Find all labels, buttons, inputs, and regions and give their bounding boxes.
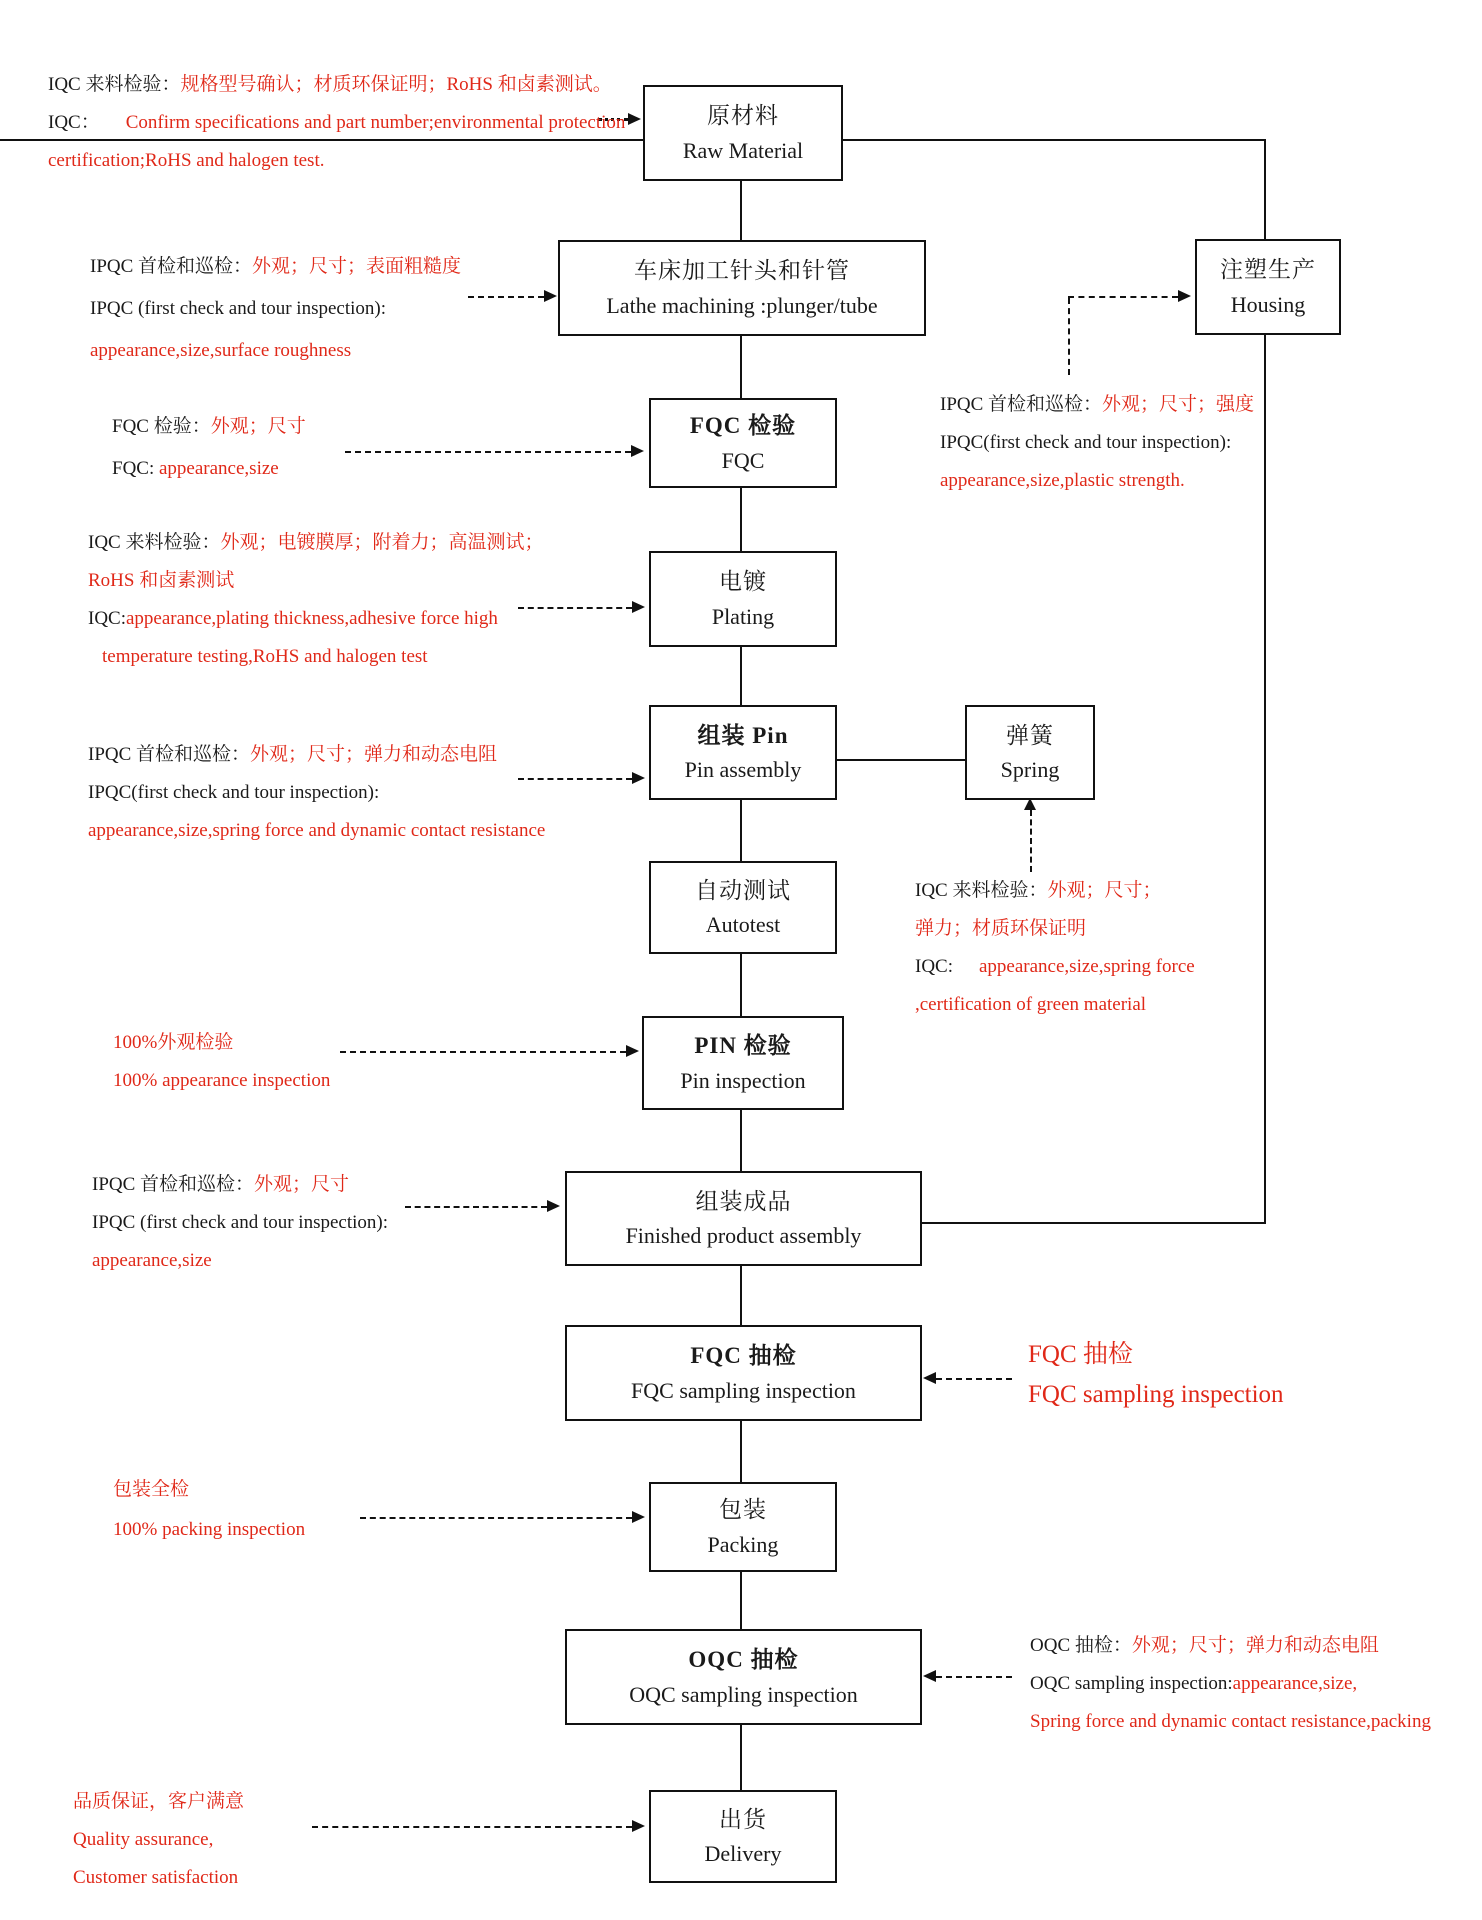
node-pin-inspection-en: Pin inspection	[680, 1067, 806, 1093]
node-finished-assembly	[565, 1171, 922, 1266]
node-spring-en: Spring	[1000, 757, 1060, 783]
node-pin-assembly-zh: 组装 Pin	[697, 722, 789, 748]
annotation-packing: 包装全检 100% packing inspection	[113, 1479, 306, 1540]
connector-housing-long	[1264, 331, 1266, 1224]
node-lathe-zh: 车床加工针头和针管	[634, 258, 850, 284]
node-delivery-en: Delivery	[704, 1841, 782, 1867]
annotation-oqc: OQC 抽检：外观；尺寸；弹力和动态电阻 OQC sampling inspection:appearance,size, Spring force and dynamic contact resistance,packing	[1030, 1635, 1431, 1732]
node-pin-assembly	[649, 705, 837, 800]
annotation-iqc-plating: IQC 来料检验：外观；电镀膜厚；附着力；高温测试； RoHS 和卤素测试 IQC:appearance,plating thickness,adhesive force high temperature testing,RoHS and halogen test	[88, 532, 544, 667]
connector-housing-in	[1264, 139, 1266, 239]
node-lathe	[558, 240, 926, 336]
arrow-oqc	[936, 1676, 1012, 1678]
connector-pin-autotest	[740, 796, 742, 861]
node-fqc-en: FQC	[721, 447, 765, 473]
arrow-delivery	[312, 1826, 632, 1828]
node-fqc-sampling	[565, 1325, 922, 1421]
node-pin-inspection-zh: PIN 检验	[694, 1033, 792, 1059]
arrow-ipqc-housing-v	[1068, 298, 1070, 375]
node-oqc-sampling-en: OQC sampling inspection	[629, 1681, 858, 1707]
arrow-iqc-spring	[1030, 810, 1032, 872]
node-packing-en: Packing	[707, 1531, 779, 1557]
node-plating-zh: 电镀	[719, 569, 767, 595]
annotation-ipqc-lathe: IPQC 首检和巡检：外观；尺寸；表面粗糙度 IPQC (first check and tour inspection): appearance,size,surface roughness	[90, 256, 462, 361]
connector-fqc-plating	[740, 484, 742, 551]
node-raw-material-zh: 原材料	[707, 103, 779, 129]
connector-packing-oqc	[740, 1568, 742, 1629]
connector-finished-fqcsamp	[740, 1262, 742, 1325]
annotation-fqc-sampling: FQC 抽检 FQC sampling inspection	[1028, 1341, 1284, 1408]
arrow-pin-100	[340, 1051, 626, 1053]
node-oqc-sampling-zh: OQC 抽检	[688, 1647, 799, 1673]
node-raw-material-en: Raw Material	[682, 137, 804, 163]
connector-pin-spring	[833, 759, 965, 761]
arrow-fqc-check	[345, 451, 631, 453]
node-fqc	[649, 398, 837, 488]
annotation-iqc-raw: IQC 来料检验：规格型号确认；材质环保证明；RoHS 和卤素测试。 IQC： Confirm specifications and part number;environmental protection certification;RoHS and halogen test.	[48, 74, 626, 171]
node-delivery	[649, 1790, 837, 1883]
arrow-fqc-sampling	[936, 1378, 1012, 1380]
arrow-packing	[360, 1517, 632, 1519]
node-housing	[1195, 239, 1341, 335]
arrow-ipqc-lathe	[468, 296, 544, 298]
node-packing-zh: 包装	[719, 1497, 767, 1523]
connector-raw-lathe	[740, 177, 742, 240]
annotation-fqc-check: FQC 检验：外观；尺寸 FQC: appearance,size	[112, 416, 306, 479]
node-housing-zh: 注塑生产	[1220, 257, 1316, 283]
arrow-ipqc-finished	[405, 1206, 547, 1208]
node-autotest-en: Autotest	[705, 912, 781, 938]
arrow-ipqc-housing-h	[1068, 296, 1178, 298]
connector-raw-to-housing-h	[839, 139, 1266, 141]
node-spring-zh: 弹簧	[1006, 722, 1054, 748]
node-delivery-zh: 出货	[719, 1806, 767, 1832]
node-fqc-zh: FQC 检验	[689, 413, 797, 439]
node-raw-material	[643, 85, 843, 181]
node-finished-assembly-zh: 组装成品	[695, 1188, 792, 1214]
connector-autotest-pininsp	[740, 950, 742, 1016]
connector-oqc-delivery	[740, 1721, 742, 1790]
node-autotest-zh: 自动测试	[695, 877, 791, 903]
annotation-ipqc-pin: IPQC 首检和巡检：外观；尺寸；弹力和动态电阻 IPQC(first check and tour inspection): appearance,size,spring force and dynamic contact resistance	[88, 744, 546, 841]
node-plating-en: Plating	[711, 603, 775, 629]
node-housing-en: Housing	[1230, 291, 1306, 317]
connector-lathe-fqc	[740, 332, 742, 398]
connector-plating-pin	[740, 643, 742, 705]
node-pin-assembly-en: Pin assembly	[684, 757, 802, 783]
node-oqc-sampling	[565, 1629, 922, 1725]
node-lathe-en: Lathe machining :plunger/tube	[606, 292, 878, 318]
annotation-iqc-spring: IQC 来料检验：外观；尺寸； 弹力；材质环保证明 IQC: appearance,size,spring force ,certification of green material	[915, 880, 1195, 1015]
connector-fqcsamp-packing	[740, 1417, 742, 1482]
connector-housing-finished-h	[918, 1222, 1266, 1224]
node-autotest	[649, 861, 837, 954]
annotation-quality: 品质保证，客户满意 Quality assurance, Customer satisfaction	[73, 1791, 245, 1888]
connector-pininsp-finished	[740, 1106, 742, 1171]
node-packing	[649, 1482, 837, 1572]
node-finished-assembly-en: Finished product assembly	[625, 1223, 862, 1249]
annotation-ipqc-housing: IPQC 首检和巡检：外观；尺寸；强度 IPQC(first check and tour inspection): appearance,size,plastic strength.	[940, 394, 1255, 491]
node-fqc-sampling-zh: FQC 抽检	[690, 1343, 797, 1369]
annotation-ipqc-finished: IPQC 首检和巡检：外观；尺寸 IPQC (first check and tour inspection): appearance,size	[92, 1174, 389, 1271]
node-plating	[649, 551, 837, 647]
node-fqc-sampling-en: FQC sampling inspection	[631, 1377, 856, 1403]
annotation-pin-100: 100%外观检验 100% appearance inspection	[113, 1032, 331, 1091]
node-spring	[965, 705, 1095, 800]
node-pin-inspection	[642, 1016, 844, 1110]
